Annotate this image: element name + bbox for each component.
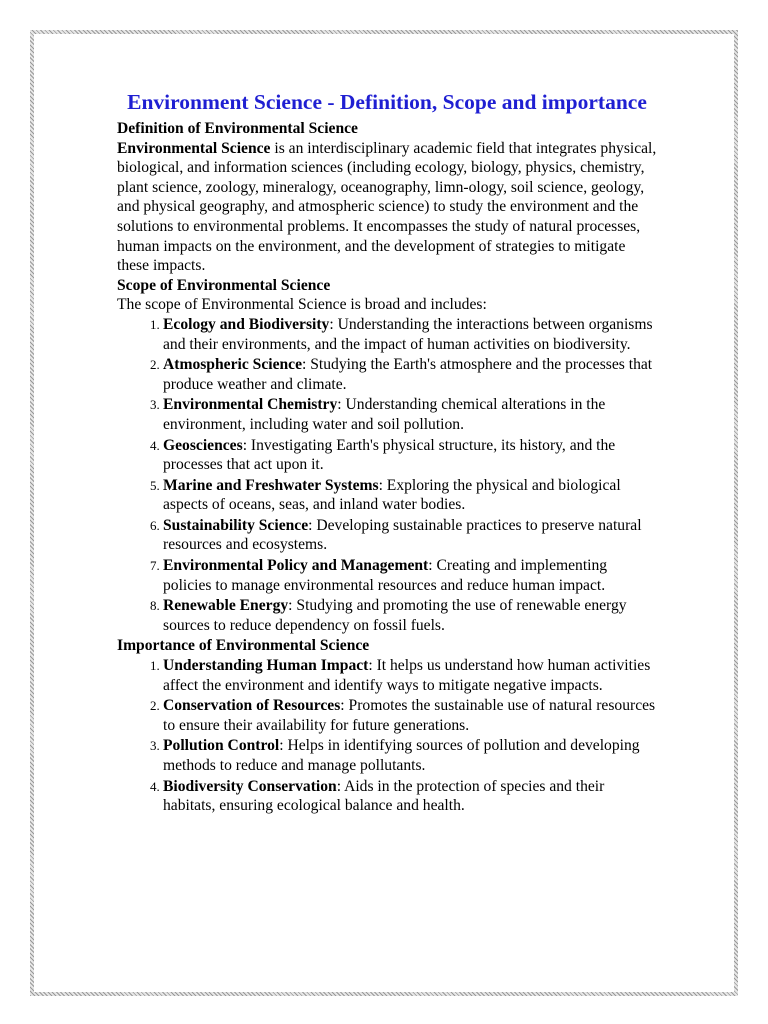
scope-list (117, 315, 657, 636)
importance-item-human-impact (163, 656, 657, 695)
list-item-term: Understanding Human Impact (163, 657, 369, 675)
list-item-text: : It helps us understand how human activities affect the environment and identify ways to mitigate negative impacts. (163, 657, 651, 694)
list-item-text: : Understanding the interactions between organisms and their environments, and the impact of human activities on biodiversity. (163, 315, 653, 353)
list-item-term: Conservation of Resources (163, 697, 341, 715)
scope-item-ecology (163, 315, 657, 354)
definition-term: Environmental Science (117, 139, 271, 157)
list-item-text: : Aids in the protection of species and their habitats, ensuring ecological balance and health. (163, 777, 605, 815)
list-item-term: Atmospheric Science (163, 356, 303, 374)
document-body (117, 88, 657, 817)
list-item-term: Environmental Policy and Management (163, 557, 429, 575)
scope-item-marine (163, 476, 657, 515)
definition-heading: Definition of Environmental Science (117, 120, 358, 137)
list-item-term: Sustainability Science (163, 516, 309, 534)
list-item-text: : Developing sustainable practices to preserve natural resources and ecosystems. (163, 516, 642, 554)
list-item-term: Renewable Energy (163, 597, 289, 615)
list-item-term: Biodiversity Conservation (163, 777, 337, 795)
importance-item-pollution (163, 736, 657, 775)
list-item-term: Geosciences (163, 436, 243, 454)
scope-item-geosciences (163, 436, 657, 475)
list-item-term: Ecology and Biodiversity (163, 315, 330, 333)
list-item-text: : Studying and promoting the use of renewable energy sources to reduce dependency on fossil fuels. (163, 597, 627, 634)
list-item-text: : Investigating Earth's physical structure, its history, and the processes that act upon it. (163, 436, 616, 474)
importance-item-conservation (163, 696, 657, 735)
list-item-text: : Helps in identifying sources of pollution and developing methods to reduce and manage pollutants. (163, 737, 640, 774)
list-item-text: : Promotes the sustainable use of natural resources to ensure their availability for future generations. (163, 697, 656, 734)
list-item-text: : Creating and implementing policies to manage environmental resources and reduce human impact. (163, 557, 608, 594)
scope-intro: The scope of Environmental Science is broad and includes: (117, 296, 487, 314)
definition-paragraph (117, 139, 657, 276)
scope-item-renewable (163, 596, 657, 635)
list-item-text: : Exploring the physical and biological aspects of oceans, seas, and inland water bodies. (163, 476, 621, 514)
scope-item-chemistry (163, 395, 657, 434)
list-item-text: : Understanding chemical alterations in the environment, including water and soil pollution. (163, 396, 606, 433)
list-item-term: Marine and Freshwater Systems (163, 476, 379, 494)
list-item-term: Environmental Chemistry (163, 396, 338, 414)
importance-heading: Importance of Environmental Science (117, 637, 370, 655)
definition-text: is an interdisciplinary academic field that integrates physical, biological, and information sciences (including ecology, biology, physics, chemistry, plant science, zoology, mineralogy, oceanography, limn-ology, soil science, geology, and physical geography, and atmospheric science) to study the environment and the solutions to environmental problems. It encompasses the study of natural processes, human impacts on the environment, and the development of strategies to mitigate these impacts. (117, 139, 657, 275)
scope-item-sustainability (163, 516, 657, 555)
scope-item-atmospheric (163, 355, 657, 394)
document-title: Environment Science - Definition, Scope and importance (127, 90, 647, 114)
importance-item-biodiversity (163, 777, 657, 816)
list-item-text: : Studying the Earth's atmosphere and the processes that produce weather and climate. (163, 356, 653, 393)
scope-heading: Scope of Environmental Science (117, 276, 331, 294)
scope-item-policy (163, 556, 657, 595)
list-item-term: Pollution Control (163, 737, 280, 755)
importance-list (117, 656, 657, 816)
